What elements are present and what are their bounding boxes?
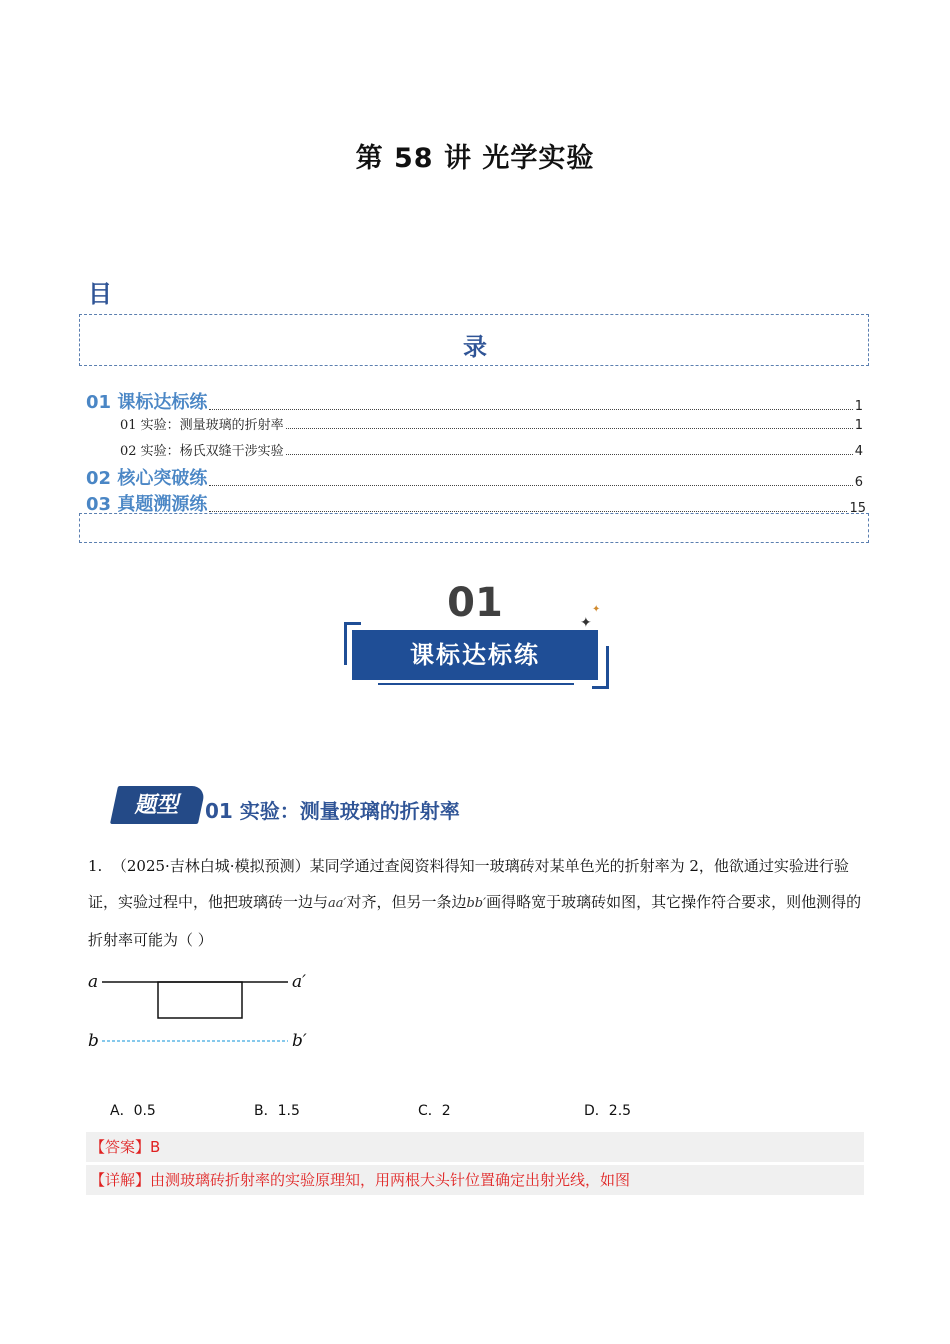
question-text xyxy=(88,848,863,958)
question-number: 1. xyxy=(88,857,103,875)
figure-label-b: b xyxy=(88,1031,99,1051)
toc-item-label: 03 真题溯源练 xyxy=(86,494,208,515)
var-aa: aa′ xyxy=(328,896,347,911)
page-title: 第 58 讲 光学实验 xyxy=(355,143,595,174)
figure-label-b-prime: b′ xyxy=(292,1031,307,1051)
option-value: 1.5 xyxy=(277,1103,300,1119)
option-c[interactable] xyxy=(418,1100,451,1120)
toc-item[interactable] xyxy=(86,388,863,414)
toc-item-label: 01 课标达标练 xyxy=(86,392,208,413)
toc-leader xyxy=(209,484,852,486)
section-badge: 课标达标练 xyxy=(352,630,598,680)
sparkle-small-icon: ✦ xyxy=(592,604,601,615)
toc-item-label: 02 核心突破练 xyxy=(86,468,208,489)
toc-bottom-frame xyxy=(79,513,869,543)
explanation-text: 由测玻璃砖折射率的实验原理知，用两根大头针位置确定出射光线，如图 xyxy=(150,1171,631,1189)
question-text-part3: 画得略宽于玻璃砖如图，其它操作符合要求，则他测得的折射率可能为（ ） xyxy=(88,893,862,949)
option-value: 2 xyxy=(441,1103,451,1119)
toc-item-label: 02 实验：杨氏双缝干涉实验 xyxy=(120,444,284,459)
question-type-title: 01 实验：测量玻璃的折射率 xyxy=(205,799,460,823)
toc-item-page: 1 xyxy=(854,418,863,433)
toc-heading-top: 目 xyxy=(88,280,112,308)
toc-leader xyxy=(286,427,853,429)
toc-item[interactable] xyxy=(86,440,863,459)
var-bb: bb′ xyxy=(466,896,487,911)
toc-item-label: 01 实验：测量玻璃的折射率 xyxy=(120,418,284,433)
toc-item-page: 4 xyxy=(854,444,863,459)
option-letter: A． xyxy=(110,1103,134,1119)
answer-value: B xyxy=(150,1138,161,1156)
toc-leader xyxy=(209,408,852,410)
section-number: 01 xyxy=(447,580,503,626)
toc-item-page: 15 xyxy=(849,501,866,516)
option-letter: C． xyxy=(418,1103,442,1119)
toc-item-page: 6 xyxy=(854,475,863,490)
answer-row xyxy=(86,1132,864,1162)
answer-label: 【答案】 xyxy=(90,1138,151,1156)
toc-leader xyxy=(209,510,847,512)
figure-label-a-prime: a′ xyxy=(292,972,306,992)
question-type-tag: 题型 xyxy=(110,786,206,824)
figure-label-a: a xyxy=(88,972,99,992)
option-value: 2.5 xyxy=(608,1103,632,1119)
sparkle-icon: ✦ xyxy=(580,615,592,631)
option-letter: D． xyxy=(584,1103,609,1119)
option-a[interactable] xyxy=(110,1100,156,1120)
toc-item-page: 1 xyxy=(854,399,863,414)
glass-brick xyxy=(158,982,242,1018)
explanation-row xyxy=(86,1165,864,1195)
toc-item[interactable] xyxy=(86,414,863,433)
toc-item[interactable] xyxy=(86,464,863,490)
question-text-part2: 对齐，但另一条边 xyxy=(346,893,467,911)
option-value: 0.5 xyxy=(133,1103,156,1119)
explanation-label: 【详解】 xyxy=(90,1171,151,1189)
badge-underline xyxy=(378,683,574,685)
toc-leader xyxy=(286,453,853,455)
option-d[interactable] xyxy=(584,1100,631,1120)
option-letter: B． xyxy=(254,1103,278,1119)
glass-brick-figure xyxy=(84,966,324,1056)
toc-heading-bottom: 录 xyxy=(463,333,487,361)
option-b[interactable] xyxy=(254,1100,300,1120)
question-source: （2025·吉林白城·模拟预测） xyxy=(111,857,310,875)
question-text-part1: 某同学通过查阅资料得知一玻璃砖对某单色光的折射率为 2，他欲通过实验进行验证，实验过程中，他把玻璃砖一边与 xyxy=(88,857,849,911)
